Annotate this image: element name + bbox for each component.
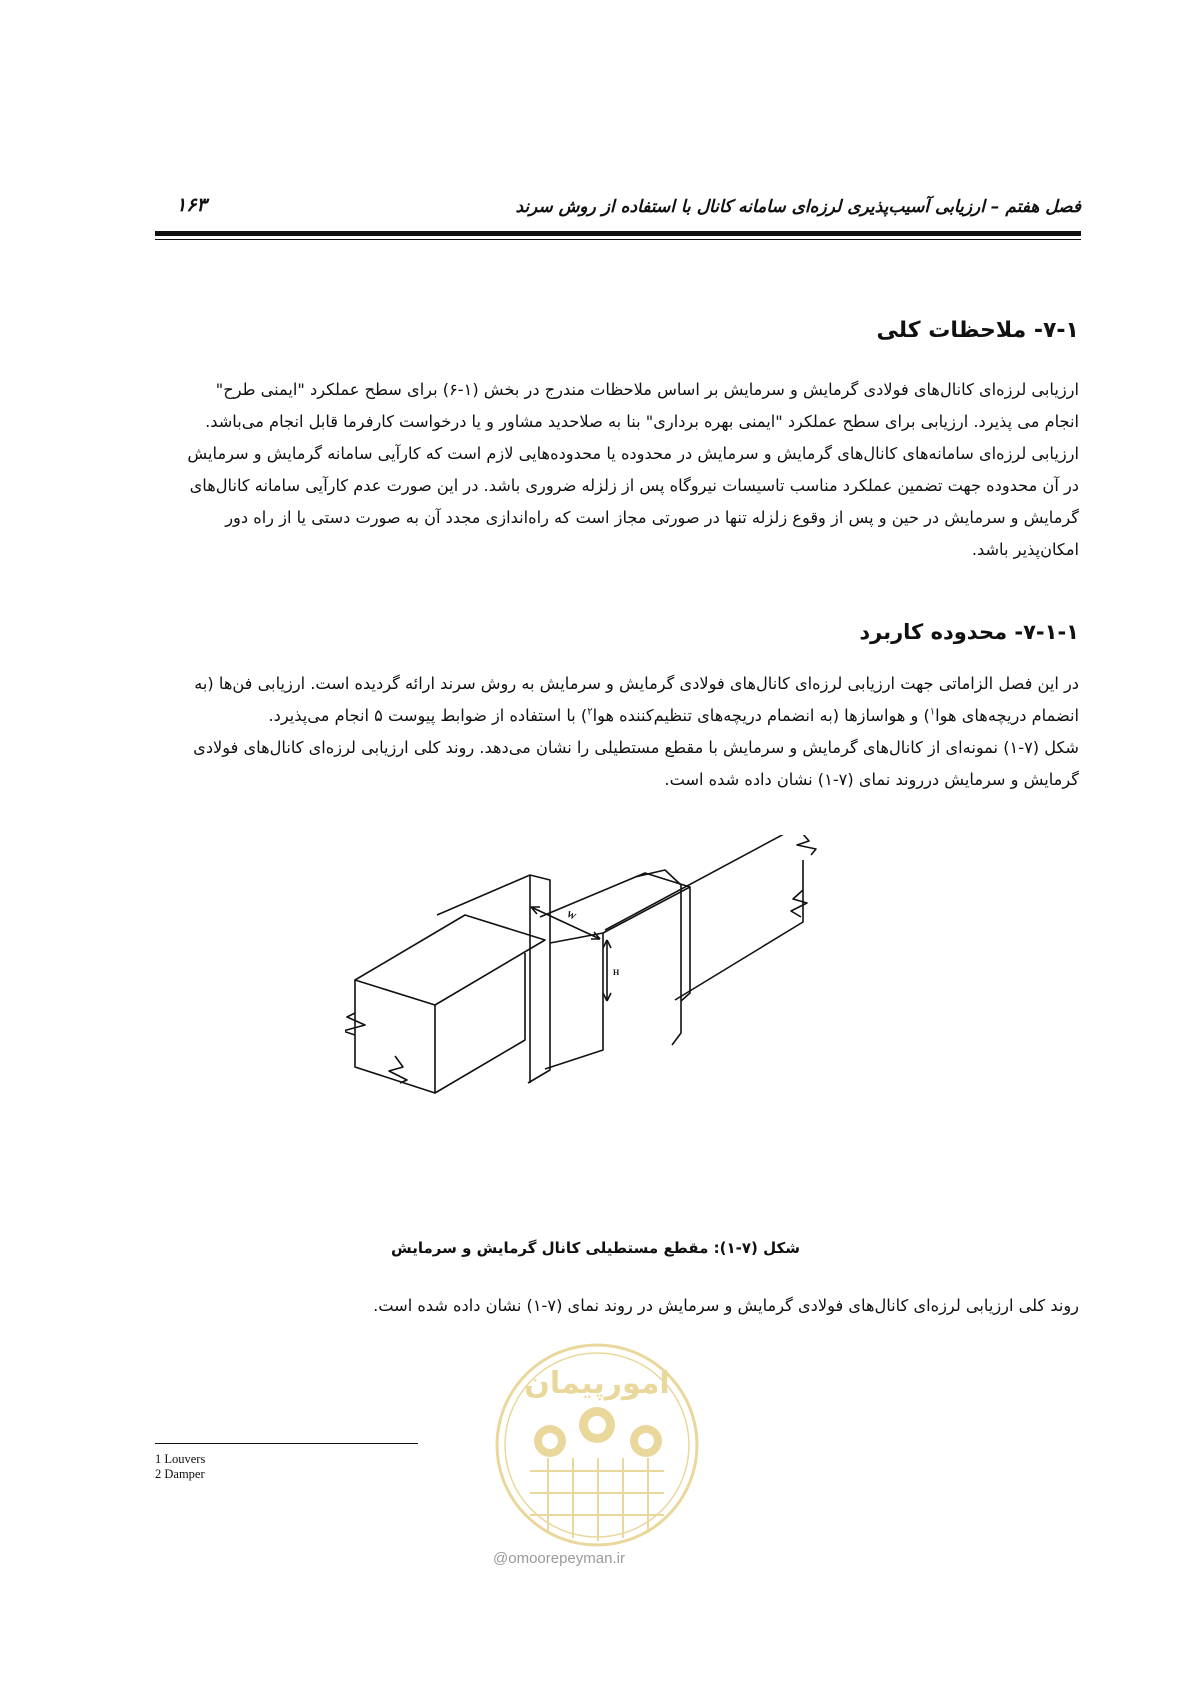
footnotes bbox=[155, 1452, 205, 1482]
header-title: فصل هفتم – ارزیابی آسیب‌پذیری لرزه‌ای سامانه کانال با استفاده از روش سرند bbox=[515, 197, 1081, 217]
closing-sentence: روند کلی ارزیابی لرزه‌ای کانال‌های فولادی گرمایش و سرمایش در روند نمای (۷-۱) نشان داده شده است. bbox=[373, 1296, 1079, 1315]
svg-text:امورپیمان: امورپیمان bbox=[524, 1366, 670, 1401]
section-heading-general: ۷-۱- ملاحظات کلی bbox=[876, 318, 1079, 343]
label-w: W bbox=[565, 908, 578, 922]
label-h: H bbox=[613, 968, 620, 977]
paragraph-scope bbox=[114, 668, 1079, 796]
footnote-1: 1 Louvers bbox=[155, 1452, 206, 1466]
paragraph-line: گرمایش و سرمایش در حین و پس از وقوع زلزله تنها در صورتی مجاز است که راه‌اندازی مجدد آن به صورت دستی یا از راه دور bbox=[225, 508, 1079, 527]
paragraph-general bbox=[114, 374, 1079, 566]
header-rule bbox=[155, 231, 1081, 236]
paragraph-line: انجام می پذیرد. ارزیابی برای سطح عملکرد "ایمنی بهره برداری" بنا به صلاحدید مشاور و یا درخواست کارفرما قابل انجام می‌باشد. bbox=[205, 412, 1079, 431]
footnote-ref-2[interactable]: ۲ bbox=[587, 706, 593, 718]
duct-figure bbox=[345, 835, 885, 1195]
text-run: انضمام دریچه‌های هوا bbox=[935, 706, 1079, 725]
paragraph-line: شکل (۷-۱) نمونه‌ای از کانال‌های گرمایش و سرمایش با مقطع مستطیلی را نشان می‌دهد. روند کلی ارزیابی لرزه‌ای کانال‌های فولادی bbox=[193, 738, 1079, 757]
footnote-rule bbox=[155, 1443, 418, 1444]
break-mark bbox=[791, 890, 807, 917]
header-rule-thin bbox=[155, 239, 1081, 240]
footnote-ref-1[interactable]: ۱ bbox=[929, 706, 936, 718]
section-heading-scope: ۷-۱-۱- محدوده کاربرد bbox=[859, 620, 1079, 644]
duct-left-section bbox=[355, 915, 545, 1005]
text-run: ) با استفاده از ضوابط پیوست ۵ انجام می‌پذیرد. bbox=[268, 706, 588, 725]
text-run: ) و هواسازها (به انضمام دریچه‌های تنظیم‌کننده هوا bbox=[592, 706, 930, 725]
paragraph-line: گرمایش و سرمایش درروند نمای (۷-۱) نشان داده شده است. bbox=[664, 770, 1079, 789]
page-number: ۱۶۳ bbox=[176, 194, 207, 216]
figure-caption: شکل (۷-۱): مقطع مستطیلی کانال گرمایش و سرمایش bbox=[391, 1239, 800, 1257]
dimension-w-line bbox=[531, 907, 600, 939]
paragraph-line: ارزیابی لرزه‌ای سامانه‌های کانال‌های گرمایش و سرمایش در محدوده یا محدوده‌هایی لازم است که کارآیی سامانه گرمایش و سرمایش bbox=[187, 444, 1079, 463]
paragraph-line: در این فصل الزاماتی جهت ارزیابی لرزه‌ای کانال‌های فولادی گرمایش و سرمایش به روش سرند ارائه گردیده است. ارزیابی فن‌ها (به bbox=[194, 674, 1079, 693]
footnote-2: 2 Damper bbox=[155, 1467, 205, 1481]
paragraph-line bbox=[114, 700, 1079, 732]
watermark-logo bbox=[488, 1333, 706, 1571]
watermark-site: @omoorepeyman.ir bbox=[493, 1550, 625, 1567]
break-mark bbox=[797, 835, 816, 855]
paragraph-line: در آن محدوده جهت تضمین عملکرد مناسب تاسیسات نیروگاه پس از زلزله ضروری باشد. در این صورت عدم کارآیی سامانه کانال‌های bbox=[189, 476, 1079, 495]
paragraph-line: امکان‌پذیر باشد. bbox=[971, 540, 1079, 559]
paragraph-line: ارزیابی لرزه‌ای کانال‌های فولادی گرمایش و سرمایش بر اساس ملاحظات مندرج در بخش (۱-۶) برای سطح عملکرد "ایمنی طرح" bbox=[215, 380, 1079, 399]
